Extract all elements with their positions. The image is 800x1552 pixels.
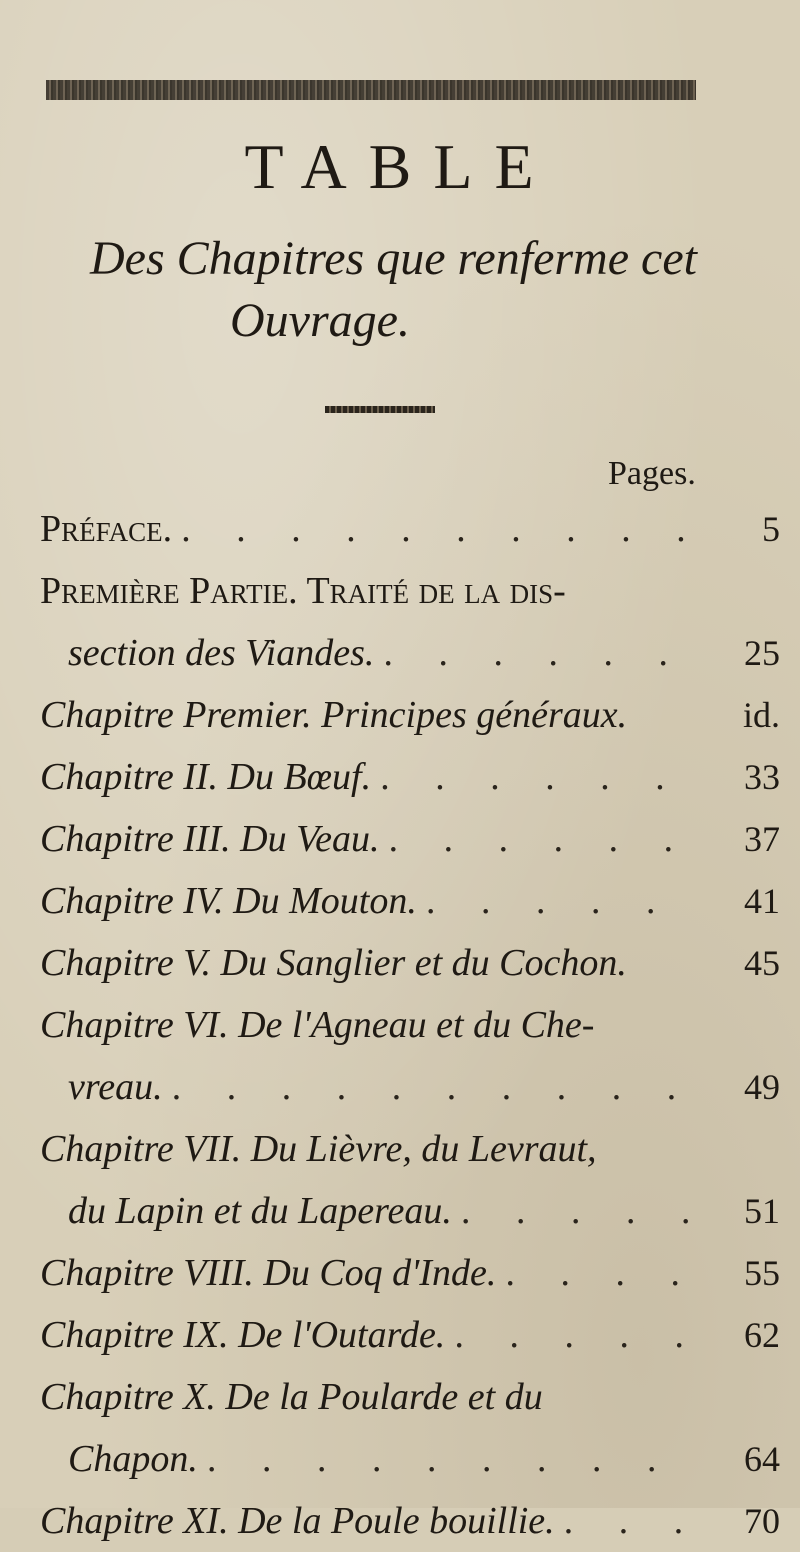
entry-page: 41: [744, 881, 780, 921]
toc-entry-chapter-10-cont: [40, 1428, 780, 1490]
toc-entry-chapter-6: [40, 994, 780, 1056]
toc-entry-chapter-10: [40, 1366, 780, 1428]
entry-page: 33: [744, 757, 780, 797]
leader-dots: [452, 1180, 702, 1242]
leader-dots: [371, 746, 702, 808]
entry-text: Première Partie. Traité de la dis-: [40, 570, 566, 612]
leader-dots: [163, 1056, 702, 1118]
leader-dots: [172, 498, 702, 560]
toc-entry-chapter-7: [40, 1118, 780, 1180]
entry-text: Chapitre VIII. Du Coq d'Inde.: [40, 1252, 497, 1294]
entry-text: Chapitre VII. Du Lièvre, du Levraut,: [40, 1128, 597, 1170]
entry-page: 62: [744, 1315, 780, 1355]
entry-text: Chapitre Premier. Principes généraux.: [40, 694, 628, 736]
leader-dots: [198, 1428, 702, 1490]
toc-entry-chapter-9: [40, 1304, 780, 1366]
leader-dots: [445, 1304, 702, 1366]
entry-page: 70: [744, 1501, 780, 1541]
toc-entry-chapter-5: [40, 932, 780, 994]
page-title: TABLE: [244, 131, 556, 202]
entry-text: Chapitre IX. De l'Outarde.: [40, 1314, 446, 1356]
toc-entry-chapter-7-cont: [40, 1180, 780, 1242]
entry-text: Chapon.: [68, 1438, 198, 1480]
entry-text: Chapitre II. Du Bœuf.: [40, 756, 372, 798]
divider-rule: [325, 406, 435, 413]
entry-text: Chapitre IV. Du Mouton.: [40, 880, 417, 922]
toc-entry-preface: [40, 498, 780, 560]
page-subtitle: [90, 228, 730, 352]
entry-text: Préface.: [40, 508, 173, 550]
entry-page: 51: [744, 1191, 780, 1231]
entry-text: Chapitre V. Du Sanglier et du Cochon.: [40, 942, 627, 984]
entry-text: vreau.: [68, 1066, 163, 1108]
subtitle-line-1: Des Chapitres que renferme cet: [90, 232, 697, 285]
leader-dots: [496, 1242, 702, 1304]
entry-page: 25: [744, 633, 780, 673]
entry-page: 45: [744, 943, 780, 983]
pages-column-label: Pages.: [608, 455, 696, 492]
toc-entry-chapter-3: [40, 808, 780, 870]
subtitle-line-2: Ouvrage.: [230, 294, 410, 347]
entry-text: du Lapin et du Lapereau.: [68, 1190, 452, 1232]
entry-page: 5: [762, 509, 780, 549]
entry-page: 37: [744, 819, 780, 859]
entry-page: 55: [744, 1253, 780, 1293]
leader-dots: [374, 622, 702, 684]
toc-entry-part-one-cont: [40, 622, 780, 684]
entry-text: Chapitre X. De la Poularde et du: [40, 1376, 543, 1418]
leader-dots: [555, 1490, 702, 1552]
entry-page: 49: [744, 1067, 780, 1107]
toc-entry-chapter-4: [40, 870, 780, 932]
table-of-contents: [40, 498, 780, 1552]
toc-entry-chapter-2: [40, 746, 780, 808]
entry-page: id.: [742, 695, 780, 735]
entry-text: section des Viandes.: [68, 632, 375, 674]
leader-dots: [379, 808, 702, 870]
leader-dots: [417, 870, 702, 932]
entry-text: Chapitre VI. De l'Agneau et du Che-: [40, 1004, 595, 1046]
toc-entry-part-one: [40, 560, 780, 622]
ornamental-header-band: [46, 80, 696, 100]
entry-text: Chapitre XI. De la Poule bouillie.: [40, 1500, 555, 1542]
entry-page: 64: [744, 1439, 780, 1479]
toc-entry-chapter-8: [40, 1242, 780, 1304]
toc-entry-chapter-6-cont: [40, 1056, 780, 1118]
toc-entry-chapter-1: [40, 684, 780, 746]
toc-entry-chapter-11: [40, 1490, 780, 1552]
entry-text: Chapitre III. Du Veau.: [40, 818, 380, 860]
